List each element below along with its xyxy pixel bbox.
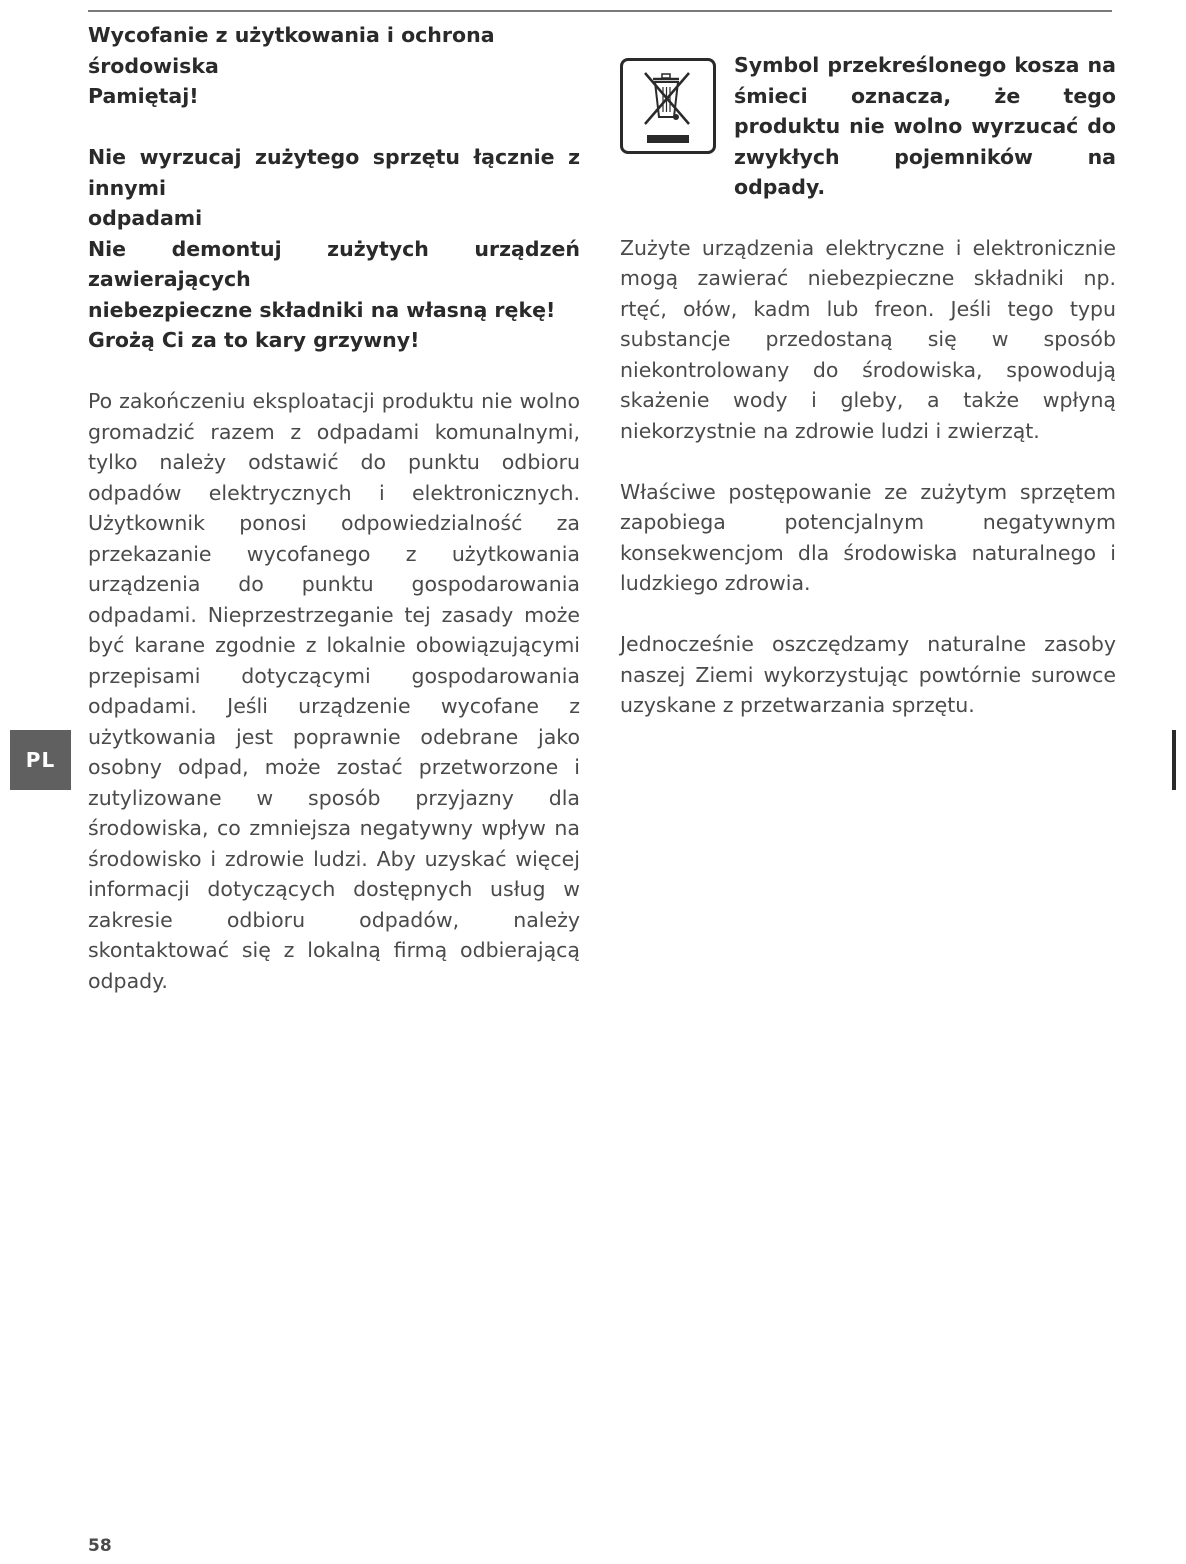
hazard-paragraph: Zużyte urządzenia elektryczne i elektronicznie mogą zawierać niebezpieczne składniki np. rtęć, ołów, kadm lub freon. Jeśli tego typu substancje przedostaną się w sposób niekontrolowany do środowiska, spowodują skażenie wody i gleby, a także wpłyną niekorzystnie na zdrowie ludzi i zwierząt. — [620, 235, 1116, 443]
left-column — [88, 20, 580, 996]
weee-symbol-text: Symbol przekreślonego kosza na śmieci oznacza, że tego produktu nie wolno wyrzucać do zwykłych pojemników na odpady. — [734, 53, 1116, 199]
crossed-out-wheelie-bin-icon — [620, 58, 716, 154]
language-tab: PL — [10, 730, 71, 790]
right-column — [620, 50, 1116, 721]
warning-3: Grożą Ci za to kary grzywny! — [88, 328, 420, 352]
section-title: Wycofanie z użytkowania i ochrona środowiska — [88, 23, 495, 78]
weee-notice — [620, 50, 1116, 203]
top-divider — [88, 10, 1112, 12]
disposal-paragraph: Po zakończeniu eksploatacji produktu nie wolno gromadzić razem z odpadami komunalnymi, tylko należy odstawić do punktu odbioru odpadów elektrycznych i elektronicznych. Użytkownik ponosi odpowiedzialność za przekazanie wycofanego z użytkowania urządzenia do punktu gospodarowania odpadami. Nieprzestrzeganie tej zasady może być karane zgodnie z lokalnie obowiązującymi przepisami dotyczącymi gospodarowania odpadami. Jeśli urządzenie wycofane z użytkowania jest poprawnie odebrane jako osobny odpad, może zostać przetworzone i zutylizowane w sposób przyjazny dla środowiska, co zmniejsza negatywny wpływ na środowisko i zdrowie ludzi. Aby uzyskać więcej informacji dotyczących dostępnych usług w zakresie odbioru odpadów, należy skontaktować się z lokalną firmą odbierającą odpady. — [88, 389, 580, 993]
warning-1-line-2: odpadami — [88, 206, 203, 230]
page-number: 58 — [88, 1536, 112, 1556]
proper-handling-paragraph: Właściwe postępowanie ze zużytym sprzętem zapobiega potencjalnym negatywnym konsekwencjom dla środowiska naturalnego i ludzkiego zdrowia. — [620, 479, 1116, 595]
warning-1-line-1: Nie wyrzucaj zużytego sprzętu łącznie z innymi — [88, 145, 580, 200]
warning-2-line-1: Nie demontuj zużytych urządzeń zawierających — [88, 236, 580, 291]
remember-label: Pamiętaj! — [88, 84, 199, 108]
warning-2-line-2: niebezpieczne składniki na własną rękę! — [88, 297, 556, 322]
edge-marker — [1172, 730, 1176, 790]
resources-paragraph: Jednocześnie oszczędzamy naturalne zasoby naszej Ziemi wykorzystując powtórnie surowce uzyskane z przetwarzania sprzętu. — [620, 632, 1116, 717]
